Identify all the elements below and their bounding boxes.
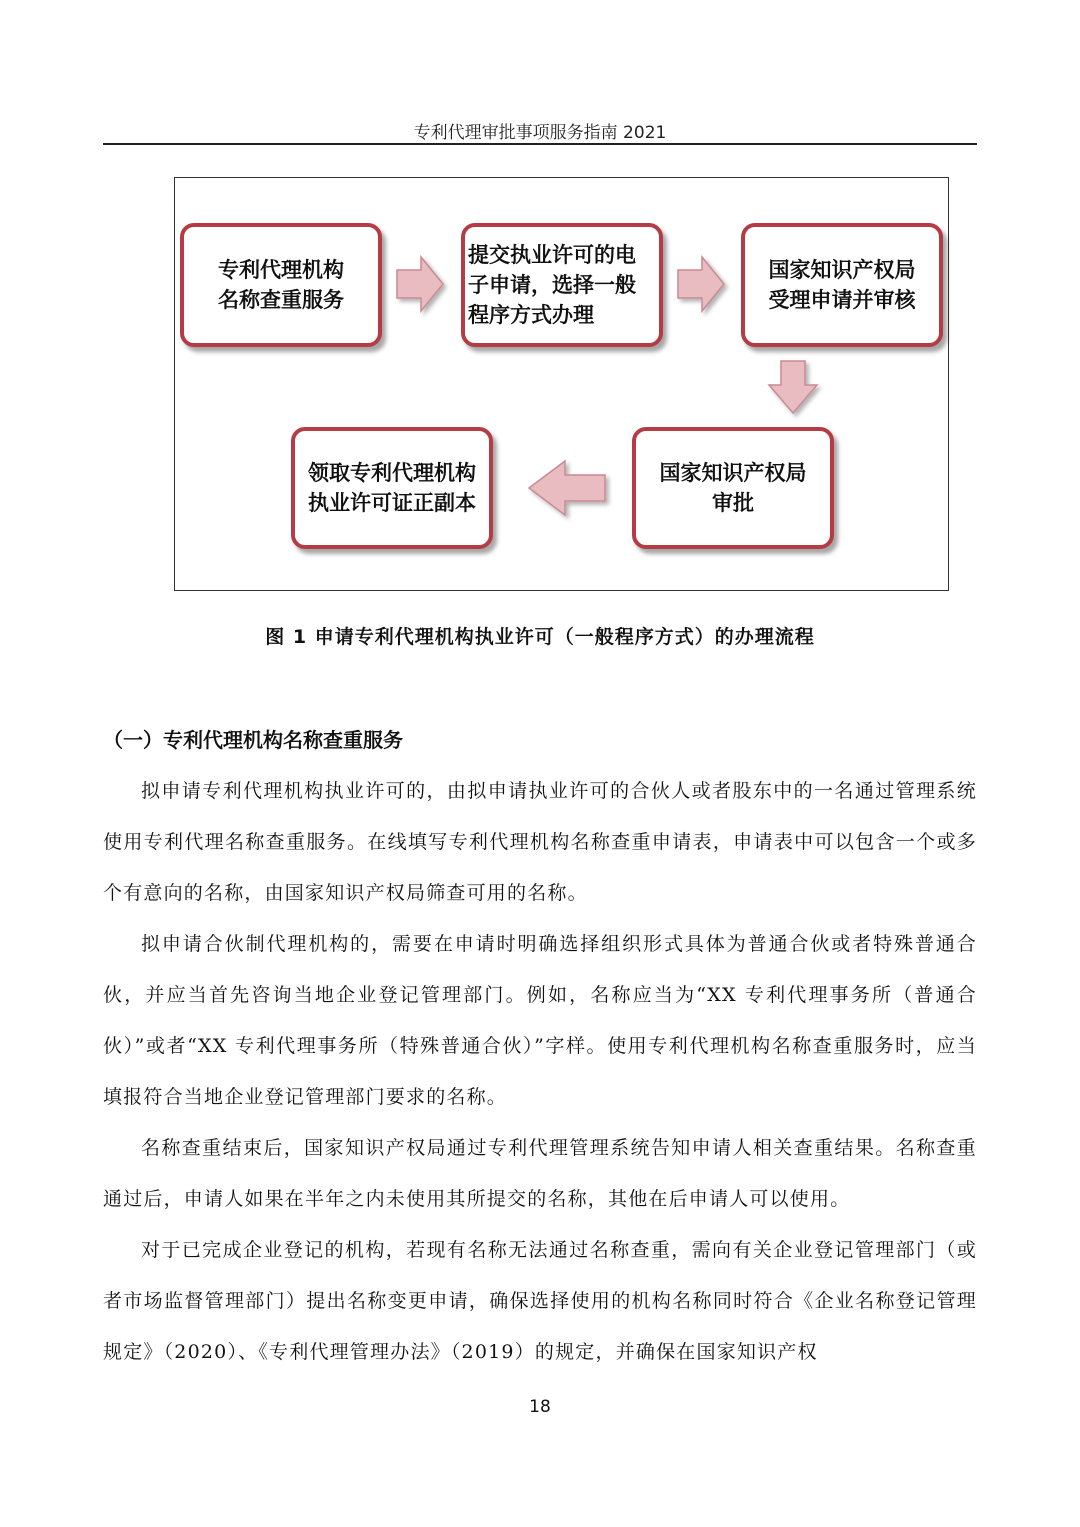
running-header: 专利代理审批事项服务指南 2021: [413, 123, 667, 143]
step-2-line-1: 提交执业许可的电: [468, 243, 636, 267]
step-5-line-1: 领取专利代理机构: [308, 461, 476, 485]
step-2-line-2: 子申请，选择一般: [468, 273, 636, 297]
header-rule: [103, 143, 977, 145]
paragraph: 拟申请专利代理机构执业许可的，由拟申请执业许可的合伙人或者股东中的一名通过管理系统使用专利代理名称查重服务。在线填写专利代理机构名称查重申请表，申请表中可以包含一个或多个有意向的名称，由国家知识产权局筛查可用的名称。: [103, 780, 977, 904]
arrow-down: [769, 361, 817, 413]
arrow-right-2: [678, 257, 724, 311]
paragraph: 拟申请合伙制代理机构的，需要在申请时明确选择组织形式具体为普通合伙或者特殊普通合伙，并应当首先咨询当地企业登记管理部门。例如，名称应当为“XX 专利代理事务所（普通合伙）”或者“XX 专利代理事务所（特殊普通合伙）”字样。使用专利代理机构名称查重服务时，应当填报符合当地企业登记管理部门要求的名称。: [103, 933, 977, 1108]
flow-step-name-check: [180, 223, 382, 347]
paragraph: 对于已完成企业登记的机构，若现有名称无法通过名称查重，需向有关企业登记管理部门（或者市场监督管理部门）提出名称变更申请，确保选择使用的机构名称同时符合《企业名称登记管理规定》（2020）、《专利代理管理办法》（2019）的规定，并确保在国家知识产权: [103, 1239, 977, 1363]
step-3-line-2: 受理申请并审核: [768, 288, 916, 312]
step-1-line-2: 名称查重服务: [218, 288, 344, 312]
flow-step-collect-license: [291, 427, 493, 549]
arrow-right-1: [397, 257, 443, 311]
flow-step-approval: [632, 427, 834, 549]
flow-step-accept-review: [741, 223, 943, 347]
step-2-line-3: 程序方式办理: [468, 303, 594, 327]
section-heading: （一）专利代理机构名称查重服务: [103, 728, 403, 752]
flowchart-frame: [174, 177, 949, 591]
flow-step-submit-application: [461, 223, 663, 347]
step-3-line-1: 国家知识产权局: [768, 258, 916, 282]
step-4-line-1: 国家知识产权局: [659, 461, 807, 485]
step-4-line-2: 审批: [712, 491, 754, 515]
body-text: [103, 766, 977, 1378]
figure-caption: 图 1 申请专利代理机构执业许可（一般程序方式）的办理流程: [265, 626, 815, 648]
step-5-line-2: 执业许可证正副本: [308, 491, 476, 515]
step-1-line-1: 专利代理机构: [218, 258, 344, 282]
paragraph: 名称查重结束后，国家知识产权局通过专利代理管理系统告知申请人相关查重结果。名称查重通过后，申请人如果在半年之内未使用其所提交的名称，其他在后申请人可以使用。: [103, 1137, 977, 1210]
arrow-left: [529, 461, 605, 515]
page-number: 18: [529, 1397, 551, 1417]
